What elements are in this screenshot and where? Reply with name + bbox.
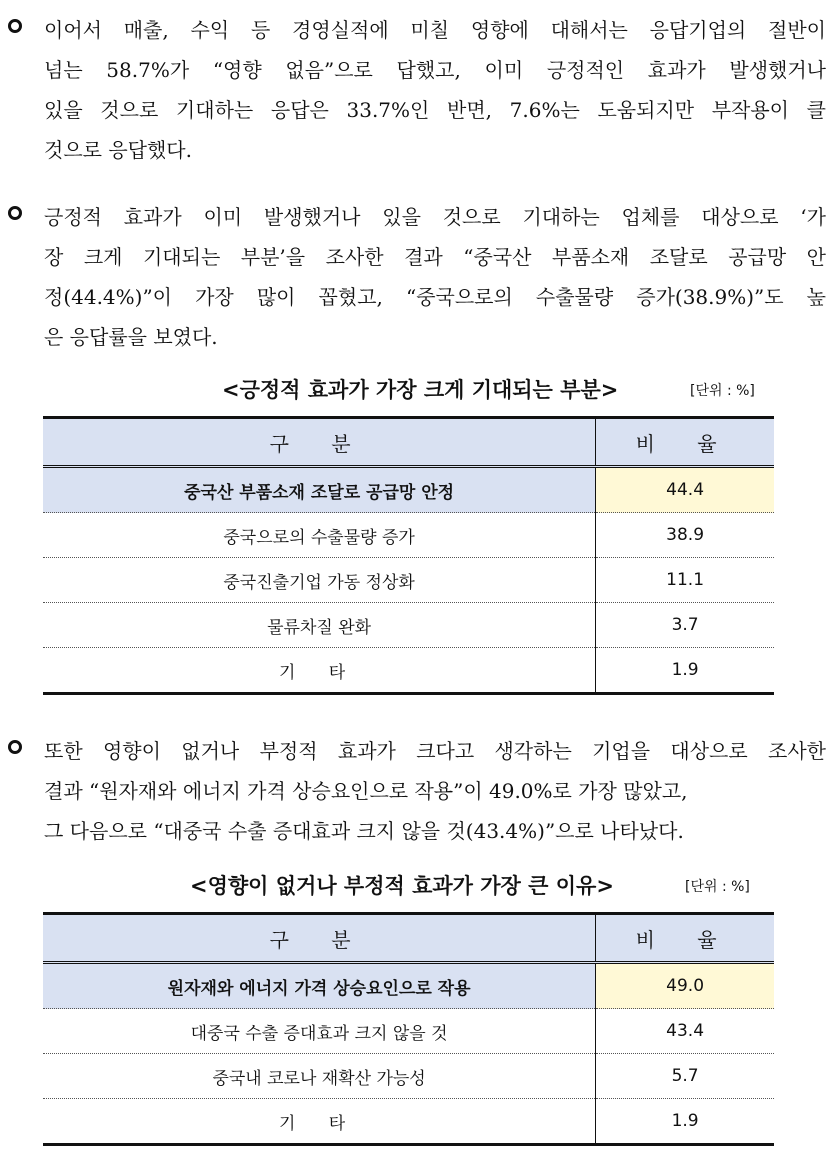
table-row [43, 648, 774, 694]
row-label: 기 타 [43, 648, 596, 694]
table-row [43, 467, 774, 513]
row-label: 원자재와 에너지 가격 상승요인으로 작용 [43, 963, 596, 1009]
table1-caption [0, 374, 838, 404]
row-label: 기 타 [43, 1099, 596, 1145]
row-value: 5.7 [596, 1054, 774, 1099]
table-row [43, 1009, 774, 1054]
row-value: 11.1 [596, 558, 774, 603]
circle-bullet-icon [8, 740, 22, 754]
row-value: 3.7 [596, 603, 774, 648]
paragraph-line: 이어서 매출, 수익 등 경영실적에 미칠 영향에 대해서는 응답기업의 절반이 [44, 18, 826, 42]
row-label: 중국산 부품소재 조달로 공급망 안정 [43, 467, 596, 513]
row-label: 대중국 수출 증대효과 크지 않을 것 [43, 1009, 596, 1054]
paragraph-line: 정(44.4%)”이 가장 많이 꼽혔고, “중국으로의 수출물량 증가(38.9%)”도 높 [44, 285, 826, 309]
column-header-ratio: 비 율 [596, 914, 774, 963]
row-value: 1.9 [596, 1099, 774, 1145]
paragraph-line: 또한 영향이 없거나 부정적 효과가 크다고 생각하는 기업을 대상으로 조사한 [44, 739, 826, 763]
paragraph-line: 긍정적 효과가 이미 발생했거나 있을 것으로 기대하는 업체를 대상으로 ‘가 [44, 205, 826, 229]
table-row [43, 603, 774, 648]
paragraph-line: 있을 것으로 기대하는 응답은 33.7%인 반면, 7.6%는 도움되지만 부작용이 클 [44, 98, 826, 122]
table1-title: <긍정적 효과가 가장 크게 기대되는 부분> [222, 378, 619, 402]
column-header-ratio: 비 율 [596, 418, 774, 467]
circle-bullet-icon [8, 206, 22, 220]
row-label: 중국으로의 수출물량 증가 [43, 513, 596, 558]
row-label: 중국내 코로나 재확산 가능성 [43, 1054, 596, 1099]
paragraph-line: 그 다음으로 “대중국 수출 증대효과 크지 않을 것(43.4%)”으로 나타났다. [44, 819, 684, 843]
row-label: 물류차질 완화 [43, 603, 596, 648]
table2-title: <영향이 없거나 부정적 효과가 가장 큰 이유> [190, 874, 614, 898]
paragraph-line: 결과 “원자재와 에너지 가격 상승요인으로 작용”이 49.0%로 가장 많았고, [44, 779, 688, 803]
column-header-category: 구 분 [43, 914, 596, 963]
table-row [43, 558, 774, 603]
row-value: 43.4 [596, 1009, 774, 1054]
paragraph-line: 것으로 응답했다. [44, 138, 192, 162]
paragraph-line: 장 크게 기대되는 부분’을 조사한 결과 “중국산 부품소재 조달로 공급망 안 [44, 245, 826, 269]
table2-unit: [단위 : %] [685, 879, 750, 895]
row-value: 1.9 [596, 648, 774, 694]
row-value: 44.4 [596, 467, 774, 513]
column-header-category: 구 분 [43, 418, 596, 467]
circle-bullet-icon [8, 19, 22, 33]
table-row [43, 963, 774, 1009]
table-row [43, 1054, 774, 1099]
paragraph-2 [8, 197, 826, 357]
table-header-row [43, 914, 774, 963]
table-row [43, 1099, 774, 1145]
paragraph-3 [8, 731, 826, 851]
paragraph-1 [8, 10, 826, 170]
row-label: 중국진출기업 가동 정상화 [43, 558, 596, 603]
paragraph-line: 넘는 58.7%가 “영향 없음”으로 답했고, 이미 긍정적인 효과가 발생했거나 [44, 58, 826, 82]
row-value: 49.0 [596, 963, 774, 1009]
table2 [43, 912, 774, 1146]
table1-unit: [단위 : %] [690, 383, 755, 399]
table-header-row [43, 418, 774, 467]
row-value: 38.9 [596, 513, 774, 558]
table-row [43, 513, 774, 558]
table2-caption [0, 870, 838, 900]
paragraph-line: 은 응답률을 보였다. [44, 325, 218, 349]
table1 [43, 416, 774, 695]
